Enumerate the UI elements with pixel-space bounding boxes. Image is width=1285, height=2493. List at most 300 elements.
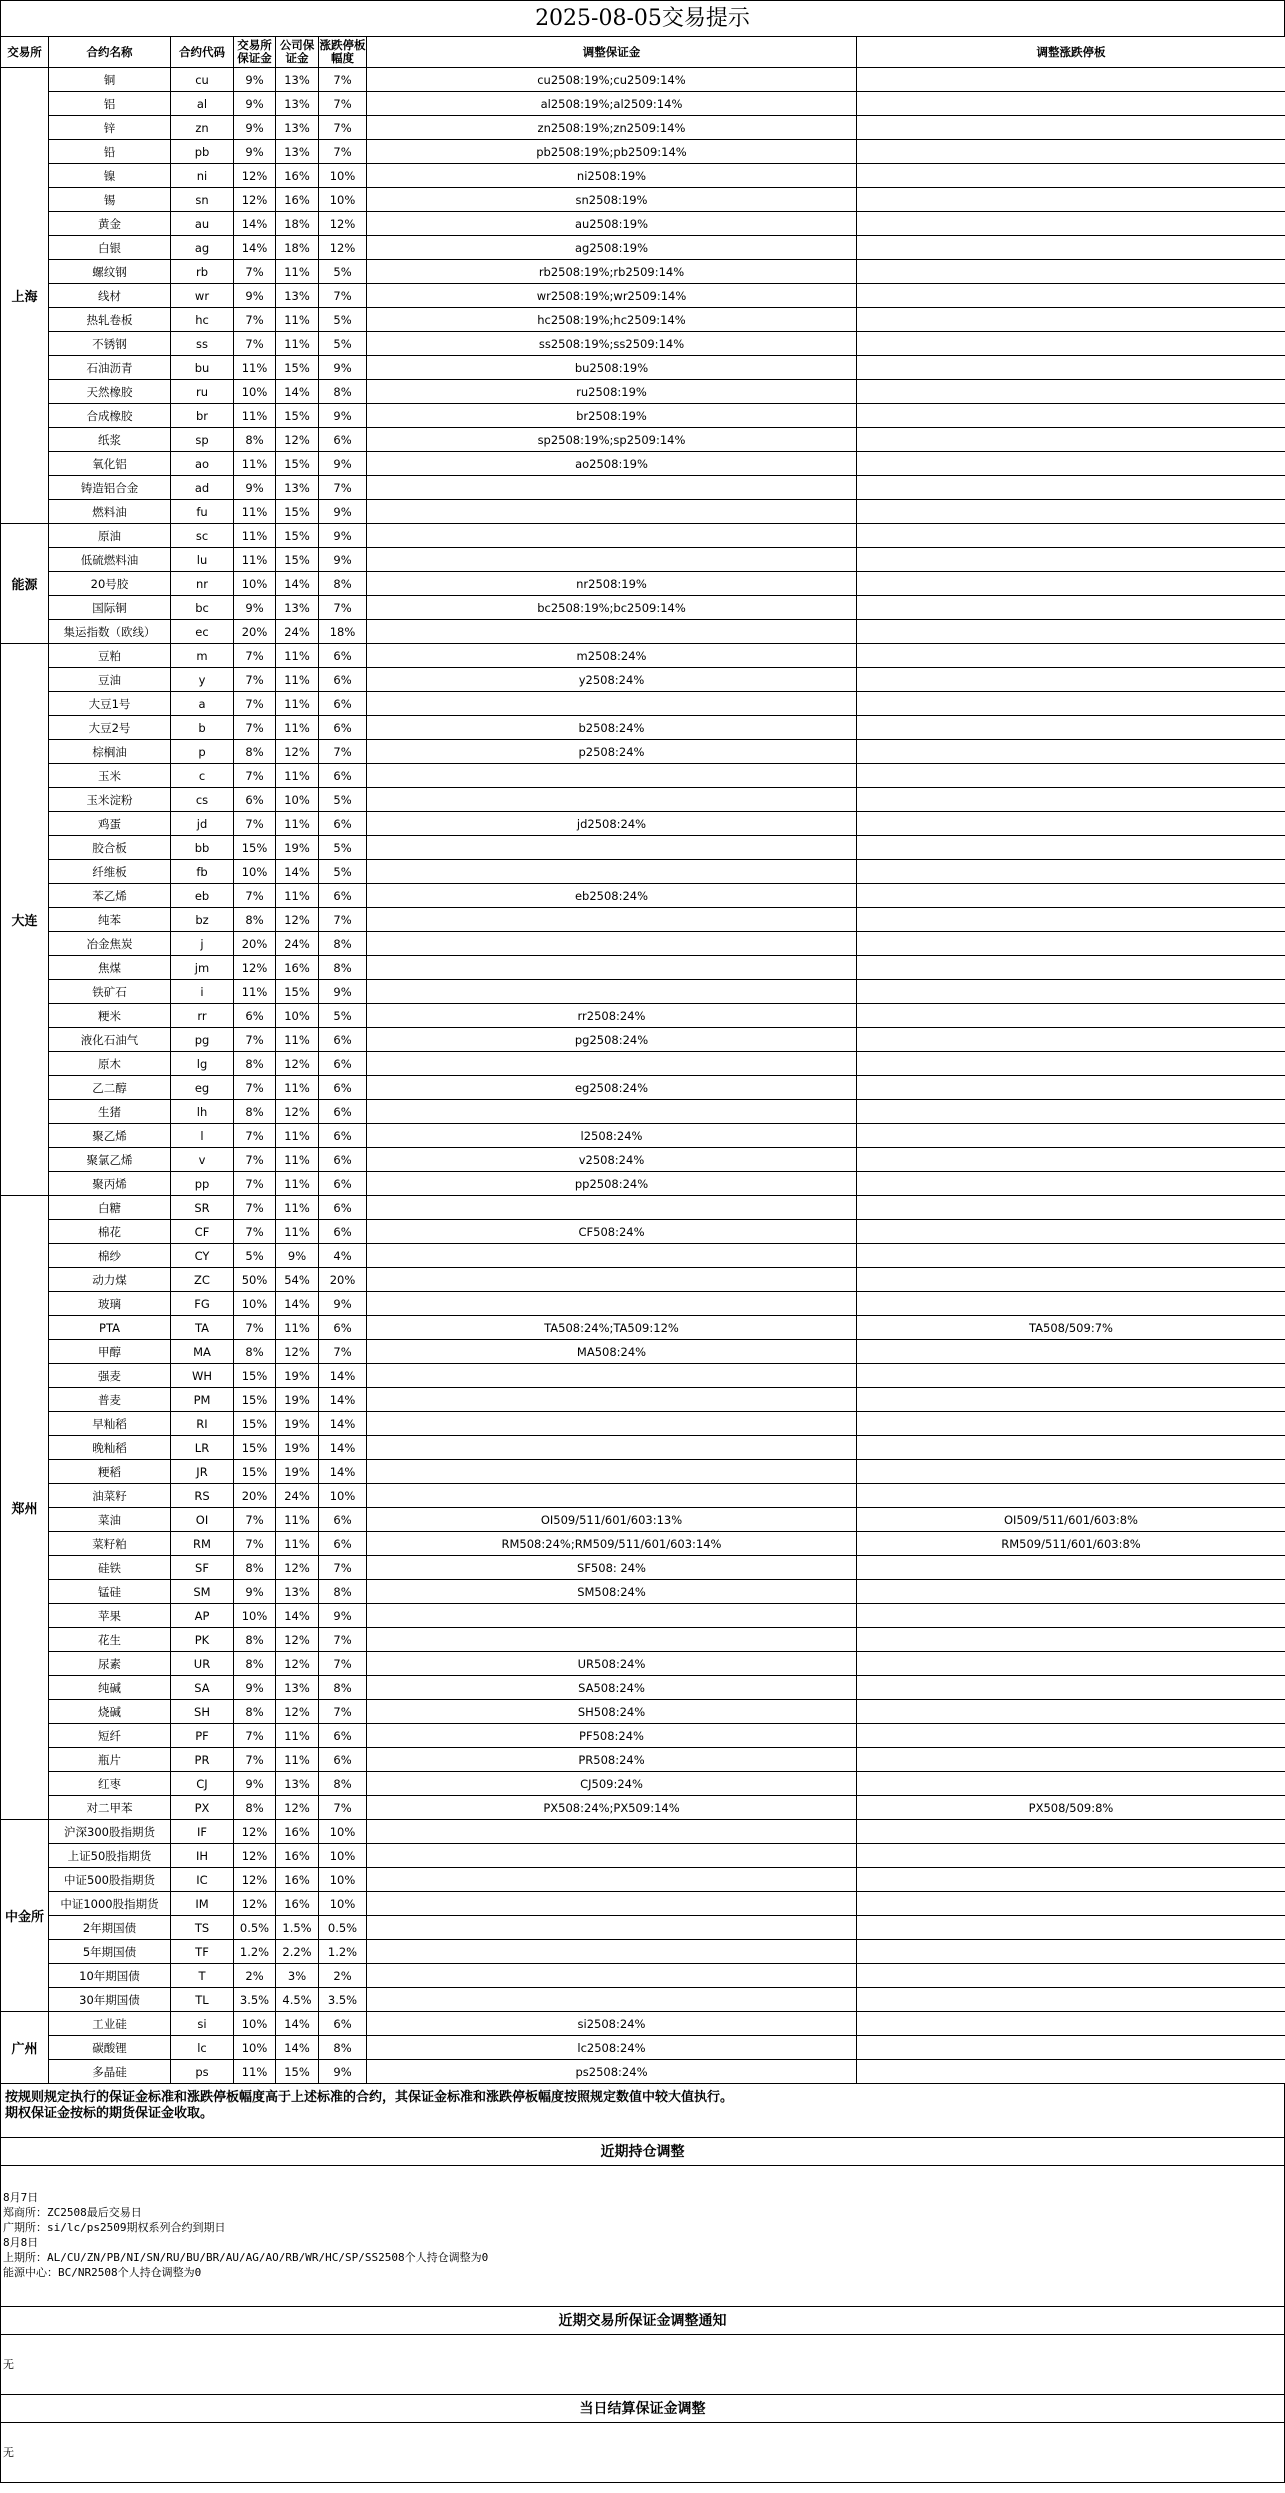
company-margin-cell: 12% — [276, 1796, 319, 1820]
company-margin-cell: 11% — [276, 260, 319, 284]
contract-name-cell: 2年期国债 — [49, 1916, 171, 1940]
price-limit-cell: 5% — [319, 1004, 367, 1028]
price-limit-cell: 3.5% — [319, 1988, 367, 2012]
price-limit-cell: 9% — [319, 1604, 367, 1628]
exchange-margin-cell: 14% — [234, 212, 276, 236]
price-limit-cell: 12% — [319, 236, 367, 260]
table-row — [1, 476, 1285, 500]
adjusted-limit-cell — [857, 788, 1285, 812]
exchange-margin-cell: 8% — [234, 740, 276, 764]
contract-name-cell: PTA — [49, 1316, 171, 1340]
price-limit-cell: 14% — [319, 1436, 367, 1460]
contract-code-cell: m — [171, 644, 234, 668]
price-limit-cell: 8% — [319, 2036, 367, 2060]
table-row — [1, 668, 1285, 692]
price-limit-cell: 10% — [319, 188, 367, 212]
adjusted-margin-cell — [367, 1988, 857, 2012]
table-row — [1, 2060, 1285, 2084]
company-margin-cell: 13% — [276, 140, 319, 164]
price-limit-cell: 6% — [319, 692, 367, 716]
adjusted-margin-cell: hc2508:19%;hc2509:14% — [367, 308, 857, 332]
contract-name-cell: 大豆1号 — [49, 692, 171, 716]
table-row — [1, 812, 1285, 836]
table-row — [1, 572, 1285, 596]
contract-code-cell: WH — [171, 1364, 234, 1388]
price-limit-cell: 6% — [319, 2012, 367, 2036]
adjusted-margin-cell: sp2508:19%;sp2509:14% — [367, 428, 857, 452]
contract-code-cell: RS — [171, 1484, 234, 1508]
table-row — [1, 1796, 1285, 1820]
adjusted-limit-cell — [857, 500, 1285, 524]
contract-code-cell: SA — [171, 1676, 234, 1700]
exchange-margin-cell: 7% — [234, 1148, 276, 1172]
adjusted-margin-cell — [367, 1604, 857, 1628]
contract-name-cell: 菜籽粕 — [49, 1532, 171, 1556]
table-row — [1, 1556, 1285, 1580]
company-margin-cell: 11% — [276, 332, 319, 356]
company-margin-cell: 19% — [276, 1436, 319, 1460]
adjusted-margin-cell — [367, 1460, 857, 1484]
company-margin-cell: 11% — [276, 764, 319, 788]
table-row — [1, 1220, 1285, 1244]
price-limit-cell: 10% — [319, 1868, 367, 1892]
contract-code-cell: PR — [171, 1748, 234, 1772]
table-row — [1, 908, 1285, 932]
contract-code-cell: ni — [171, 164, 234, 188]
adjusted-limit-cell — [857, 1652, 1285, 1676]
contract-name-cell: 碳酸锂 — [49, 2036, 171, 2060]
adjusted-margin-cell: v2508:24% — [367, 1148, 857, 1172]
contract-name-cell: 锌 — [49, 116, 171, 140]
contract-name-cell: 热轧卷板 — [49, 308, 171, 332]
table-row — [1, 764, 1285, 788]
table-row — [1, 1124, 1285, 1148]
table-row — [1, 548, 1285, 572]
exchange-margin-cell: 10% — [234, 1292, 276, 1316]
table-row — [1, 188, 1285, 212]
contract-name-cell: 纯碱 — [49, 1676, 171, 1700]
company-margin-cell: 11% — [276, 1196, 319, 1220]
price-limit-cell: 6% — [319, 644, 367, 668]
adjusted-limit-cell — [857, 1940, 1285, 1964]
contract-name-cell: 白糖 — [49, 1196, 171, 1220]
contract-code-cell: OI — [171, 1508, 234, 1532]
exchange-margin-cell: 8% — [234, 1796, 276, 1820]
adjusted-margin-cell — [367, 1868, 857, 1892]
price-limit-cell: 20% — [319, 1268, 367, 1292]
adjusted-margin-cell: eg2508:24% — [367, 1076, 857, 1100]
adjusted-margin-cell: CF508:24% — [367, 1220, 857, 1244]
company-margin-cell: 11% — [276, 1508, 319, 1532]
adjusted-limit-cell — [857, 932, 1285, 956]
price-limit-cell: 0.5% — [319, 1916, 367, 1940]
company-margin-cell: 24% — [276, 932, 319, 956]
table-row — [1, 716, 1285, 740]
table-row — [1, 116, 1285, 140]
exchange-margin-cell: 11% — [234, 980, 276, 1004]
company-margin-cell: 12% — [276, 1100, 319, 1124]
company-margin-cell: 19% — [276, 1364, 319, 1388]
adjusted-limit-cell — [857, 956, 1285, 980]
adjusted-limit-cell — [857, 164, 1285, 188]
table-row — [1, 1340, 1285, 1364]
adjusted-margin-cell — [367, 788, 857, 812]
adjusted-margin-cell: ps2508:24% — [367, 2060, 857, 2084]
contract-code-cell: TS — [171, 1916, 234, 1940]
company-margin-cell: 11% — [276, 716, 319, 740]
adjusted-margin-cell: au2508:19% — [367, 212, 857, 236]
price-limit-cell: 6% — [319, 1028, 367, 1052]
exchange-margin-cell: 7% — [234, 1076, 276, 1100]
price-limit-cell: 8% — [319, 956, 367, 980]
exchange-margin-cell: 20% — [234, 932, 276, 956]
adjusted-margin-cell: ni2508:19% — [367, 164, 857, 188]
adjusted-margin-cell: bu2508:19% — [367, 356, 857, 380]
exchange-margin-cell: 9% — [234, 476, 276, 500]
contract-code-cell: al — [171, 92, 234, 116]
exchange-margin-cell: 7% — [234, 1508, 276, 1532]
table-row — [1, 1028, 1285, 1052]
contract-code-cell: pb — [171, 140, 234, 164]
table-row — [1, 140, 1285, 164]
adjusted-margin-cell: PR508:24% — [367, 1748, 857, 1772]
contract-name-cell: 国际铜 — [49, 596, 171, 620]
contract-code-cell: PM — [171, 1388, 234, 1412]
contract-name-cell: 5年期国债 — [49, 1940, 171, 1964]
exchange-margin-cell: 11% — [234, 548, 276, 572]
price-limit-cell: 6% — [319, 812, 367, 836]
contract-code-cell: nr — [171, 572, 234, 596]
contract-code-cell: zn — [171, 116, 234, 140]
adjusted-limit-cell — [857, 212, 1285, 236]
exchange-margin-cell: 9% — [234, 1676, 276, 1700]
company-margin-cell: 10% — [276, 1004, 319, 1028]
price-limit-cell: 1.2% — [319, 1940, 367, 1964]
position-line: 能源中心：BC/NR2508个人持仓调整为0 — [3, 2266, 202, 2279]
exchange-margin-cell: 12% — [234, 956, 276, 980]
contract-name-cell: 冶金焦炭 — [49, 932, 171, 956]
price-limit-cell: 7% — [319, 908, 367, 932]
adjusted-limit-cell — [857, 1412, 1285, 1436]
contract-name-cell: 苹果 — [49, 1604, 171, 1628]
company-margin-cell: 19% — [276, 1460, 319, 1484]
table-row — [1, 356, 1285, 380]
company-margin-cell: 1.5% — [276, 1916, 319, 1940]
company-margin-cell: 14% — [276, 2012, 319, 2036]
contract-name-cell: 甲醇 — [49, 1340, 171, 1364]
contract-code-cell: bc — [171, 596, 234, 620]
price-limit-cell: 7% — [319, 116, 367, 140]
adjusted-margin-cell — [367, 548, 857, 572]
adjusted-limit-cell — [857, 476, 1285, 500]
company-margin-cell: 18% — [276, 212, 319, 236]
adjusted-margin-cell: SA508:24% — [367, 1676, 857, 1700]
adjusted-margin-cell — [367, 1100, 857, 1124]
exchange-cell: 郑州 — [1, 1196, 49, 1820]
adjusted-limit-cell — [857, 1892, 1285, 1916]
price-limit-cell: 8% — [319, 932, 367, 956]
contract-code-cell: lu — [171, 548, 234, 572]
adjusted-limit-cell — [857, 356, 1285, 380]
contract-code-cell: sp — [171, 428, 234, 452]
exchange-margin-cell: 12% — [234, 188, 276, 212]
exchange-margin-cell: 11% — [234, 404, 276, 428]
table-row — [1, 1772, 1285, 1796]
company-margin-cell: 3% — [276, 1964, 319, 1988]
exchange-margin-cell: 6% — [234, 1004, 276, 1028]
adjusted-limit-cell — [857, 740, 1285, 764]
contract-name-cell: 对二甲苯 — [49, 1796, 171, 1820]
header-price-limit: 涨跌停板幅度 — [319, 37, 367, 68]
adjusted-margin-cell: TA508:24%;TA509:12% — [367, 1316, 857, 1340]
price-limit-cell: 6% — [319, 1076, 367, 1100]
adjusted-margin-cell — [367, 1484, 857, 1508]
adjusted-limit-cell — [857, 404, 1285, 428]
table-row — [1, 1100, 1285, 1124]
contract-name-cell: 液化石油气 — [49, 1028, 171, 1052]
exchange-margin-cell: 7% — [234, 668, 276, 692]
adjusted-limit-cell — [857, 836, 1285, 860]
company-margin-cell: 13% — [276, 596, 319, 620]
adjusted-margin-cell — [367, 1292, 857, 1316]
contract-name-cell: 10年期国债 — [49, 1964, 171, 1988]
price-limit-cell: 9% — [319, 404, 367, 428]
adjusted-margin-cell: ss2508:19%;ss2509:14% — [367, 332, 857, 356]
adjusted-margin-cell: pg2508:24% — [367, 1028, 857, 1052]
table-row — [1, 1748, 1285, 1772]
adjusted-limit-cell — [857, 644, 1285, 668]
contract-code-cell: CF — [171, 1220, 234, 1244]
adjusted-limit-cell — [857, 1868, 1285, 1892]
exchange-margin-cell: 10% — [234, 380, 276, 404]
adjusted-margin-cell — [367, 1436, 857, 1460]
company-margin-cell: 16% — [276, 1892, 319, 1916]
adjusted-margin-cell: cu2508:19%;cu2509:14% — [367, 68, 857, 92]
price-limit-cell: 10% — [319, 1820, 367, 1844]
price-limit-cell: 5% — [319, 308, 367, 332]
company-margin-cell: 14% — [276, 1292, 319, 1316]
price-limit-cell: 9% — [319, 2060, 367, 2084]
header-exchange-margin: 交易所保证金 — [234, 37, 276, 68]
price-limit-cell: 6% — [319, 884, 367, 908]
table-row — [1, 332, 1285, 356]
exchange-margin-cell: 11% — [234, 452, 276, 476]
adjusted-limit-cell — [857, 620, 1285, 644]
header-code: 合约代码 — [171, 37, 234, 68]
company-margin-cell: 11% — [276, 668, 319, 692]
table-row — [1, 2036, 1285, 2060]
adjusted-limit-cell — [857, 332, 1285, 356]
adjusted-limit-cell — [857, 1772, 1285, 1796]
table-row — [1, 1460, 1285, 1484]
adjusted-limit-cell — [857, 2060, 1285, 2084]
exchange-margin-cell: 9% — [234, 140, 276, 164]
exchange-margin-cell: 7% — [234, 1220, 276, 1244]
exchange-margin-cell: 7% — [234, 644, 276, 668]
adjusted-margin-cell — [367, 1412, 857, 1436]
contract-name-cell: 强麦 — [49, 1364, 171, 1388]
rules-note-line: 期权保证金按标的期货保证金收取。 — [5, 2106, 214, 2121]
exchange-margin-cell: 11% — [234, 356, 276, 380]
exchange-margin-cell: 7% — [234, 1172, 276, 1196]
contract-code-cell: v — [171, 1148, 234, 1172]
contract-code-cell: ag — [171, 236, 234, 260]
adjusted-margin-cell — [367, 1268, 857, 1292]
adjusted-limit-cell — [857, 1628, 1285, 1652]
adjusted-limit-cell — [857, 668, 1285, 692]
table-body — [1, 68, 1285, 2084]
company-margin-cell: 14% — [276, 380, 319, 404]
table-row — [1, 1268, 1285, 1292]
price-limit-cell: 7% — [319, 476, 367, 500]
company-margin-cell: 11% — [276, 1028, 319, 1052]
table-row — [1, 452, 1285, 476]
price-limit-cell: 6% — [319, 668, 367, 692]
adjusted-limit-cell — [857, 1052, 1285, 1076]
table-row — [1, 1388, 1285, 1412]
contract-code-cell: RM — [171, 1532, 234, 1556]
position-line: 广期所：si/lc/ps2509期权系列合约到期日 — [3, 2221, 226, 2234]
price-limit-cell: 9% — [319, 500, 367, 524]
adjusted-margin-cell: OI509/511/601/603:13% — [367, 1508, 857, 1532]
table-row — [1, 1580, 1285, 1604]
contract-name-cell: 聚氯乙烯 — [49, 1148, 171, 1172]
adjusted-margin-cell: wr2508:19%;wr2509:14% — [367, 284, 857, 308]
contract-code-cell: ad — [171, 476, 234, 500]
contract-code-cell: SF — [171, 1556, 234, 1580]
company-margin-cell: 14% — [276, 2036, 319, 2060]
exchange-margin-cell: 8% — [234, 1100, 276, 1124]
table-row — [1, 740, 1285, 764]
contract-code-cell: CY — [171, 1244, 234, 1268]
header-company-margin: 公司保证金 — [276, 37, 319, 68]
company-margin-cell: 12% — [276, 1052, 319, 1076]
price-limit-cell: 9% — [319, 980, 367, 1004]
position-adjust-title: 近期持仓调整 — [0, 2138, 1285, 2166]
adjusted-limit-cell — [857, 1388, 1285, 1412]
position-line: 郑商所：ZC2508最后交易日 — [3, 2206, 142, 2219]
company-margin-cell: 15% — [276, 2060, 319, 2084]
adjusted-limit-cell — [857, 716, 1285, 740]
table-row — [1, 980, 1285, 1004]
exchange-margin-cell: 9% — [234, 596, 276, 620]
contract-code-cell: IM — [171, 1892, 234, 1916]
adjusted-margin-cell — [367, 620, 857, 644]
table-row — [1, 164, 1285, 188]
adjusted-margin-cell: al2508:19%;al2509:14% — [367, 92, 857, 116]
contract-code-cell: PK — [171, 1628, 234, 1652]
contract-code-cell: TA — [171, 1316, 234, 1340]
table-row — [1, 1364, 1285, 1388]
contract-code-cell: FG — [171, 1292, 234, 1316]
contract-name-cell: 上证50股指期货 — [49, 1844, 171, 1868]
exchange-margin-cell: 9% — [234, 92, 276, 116]
adjusted-limit-cell — [857, 1100, 1285, 1124]
contract-name-cell: 白银 — [49, 236, 171, 260]
adjusted-margin-cell — [367, 1052, 857, 1076]
adjusted-limit-cell — [857, 116, 1285, 140]
price-limit-cell: 6% — [319, 1724, 367, 1748]
price-limit-cell: 7% — [319, 740, 367, 764]
adjusted-limit-cell — [857, 1988, 1285, 2012]
adjusted-limit-cell — [857, 596, 1285, 620]
company-margin-cell: 13% — [276, 476, 319, 500]
company-margin-cell: 9% — [276, 1244, 319, 1268]
exchange-margin-cell: 8% — [234, 1652, 276, 1676]
price-limit-cell: 6% — [319, 716, 367, 740]
contract-name-cell: 低硫燃料油 — [49, 548, 171, 572]
contract-name-cell: 粳稻 — [49, 1460, 171, 1484]
adjusted-limit-cell — [857, 1268, 1285, 1292]
contract-code-cell: j — [171, 932, 234, 956]
adjusted-limit-cell — [857, 1604, 1285, 1628]
exchange-margin-cell: 7% — [234, 260, 276, 284]
company-margin-cell: 11% — [276, 692, 319, 716]
adjusted-margin-cell: pp2508:24% — [367, 1172, 857, 1196]
exchange-margin-cell: 8% — [234, 1556, 276, 1580]
header-adjusted-margin: 调整保证金 — [367, 37, 857, 68]
price-limit-cell: 9% — [319, 452, 367, 476]
table-row — [1, 1076, 1285, 1100]
price-limit-cell: 5% — [319, 860, 367, 884]
price-limit-cell: 9% — [319, 524, 367, 548]
company-margin-cell: 13% — [276, 1580, 319, 1604]
contract-name-cell: 玉米淀粉 — [49, 788, 171, 812]
contract-code-cell: br — [171, 404, 234, 428]
company-margin-cell: 11% — [276, 1124, 319, 1148]
contract-name-cell: 中证1000股指期货 — [49, 1892, 171, 1916]
company-margin-cell: 15% — [276, 500, 319, 524]
company-margin-cell: 16% — [276, 164, 319, 188]
exchange-margin-cell: 7% — [234, 716, 276, 740]
adjusted-margin-cell: bc2508:19%;bc2509:14% — [367, 596, 857, 620]
price-limit-cell: 7% — [319, 1652, 367, 1676]
adjusted-limit-cell — [857, 1580, 1285, 1604]
table-row — [1, 860, 1285, 884]
adjusted-limit-cell — [857, 2012, 1285, 2036]
position-adjust-body — [0, 2166, 1285, 2307]
adjusted-limit-cell — [857, 452, 1285, 476]
rules-note — [0, 2084, 1285, 2138]
exchange-margin-cell: 11% — [234, 500, 276, 524]
price-limit-cell: 4% — [319, 1244, 367, 1268]
company-margin-cell: 12% — [276, 1700, 319, 1724]
header-name: 合约名称 — [49, 37, 171, 68]
company-margin-cell: 15% — [276, 404, 319, 428]
table-row — [1, 1820, 1285, 1844]
company-margin-cell: 15% — [276, 548, 319, 572]
exchange-margin-cell: 10% — [234, 2012, 276, 2036]
exchange-margin-cell: 10% — [234, 1604, 276, 1628]
company-margin-cell: 14% — [276, 1604, 319, 1628]
adjusted-limit-cell — [857, 524, 1285, 548]
company-margin-cell: 12% — [276, 428, 319, 452]
price-limit-cell: 6% — [319, 1748, 367, 1772]
company-margin-cell: 12% — [276, 1628, 319, 1652]
contract-name-cell: 晚籼稻 — [49, 1436, 171, 1460]
exchange-margin-cell: 9% — [234, 1580, 276, 1604]
contract-name-cell: 聚丙烯 — [49, 1172, 171, 1196]
adjusted-limit-cell — [857, 380, 1285, 404]
adjusted-margin-cell — [367, 1844, 857, 1868]
adjusted-limit-cell — [857, 764, 1285, 788]
contract-name-cell: 普麦 — [49, 1388, 171, 1412]
price-limit-cell: 12% — [319, 212, 367, 236]
exchange-cell: 大连 — [1, 644, 49, 1196]
contract-code-cell: ps — [171, 2060, 234, 2084]
exchange-margin-cell: 12% — [234, 1844, 276, 1868]
page-title: 2025-08-05交易提示 — [0, 0, 1285, 36]
